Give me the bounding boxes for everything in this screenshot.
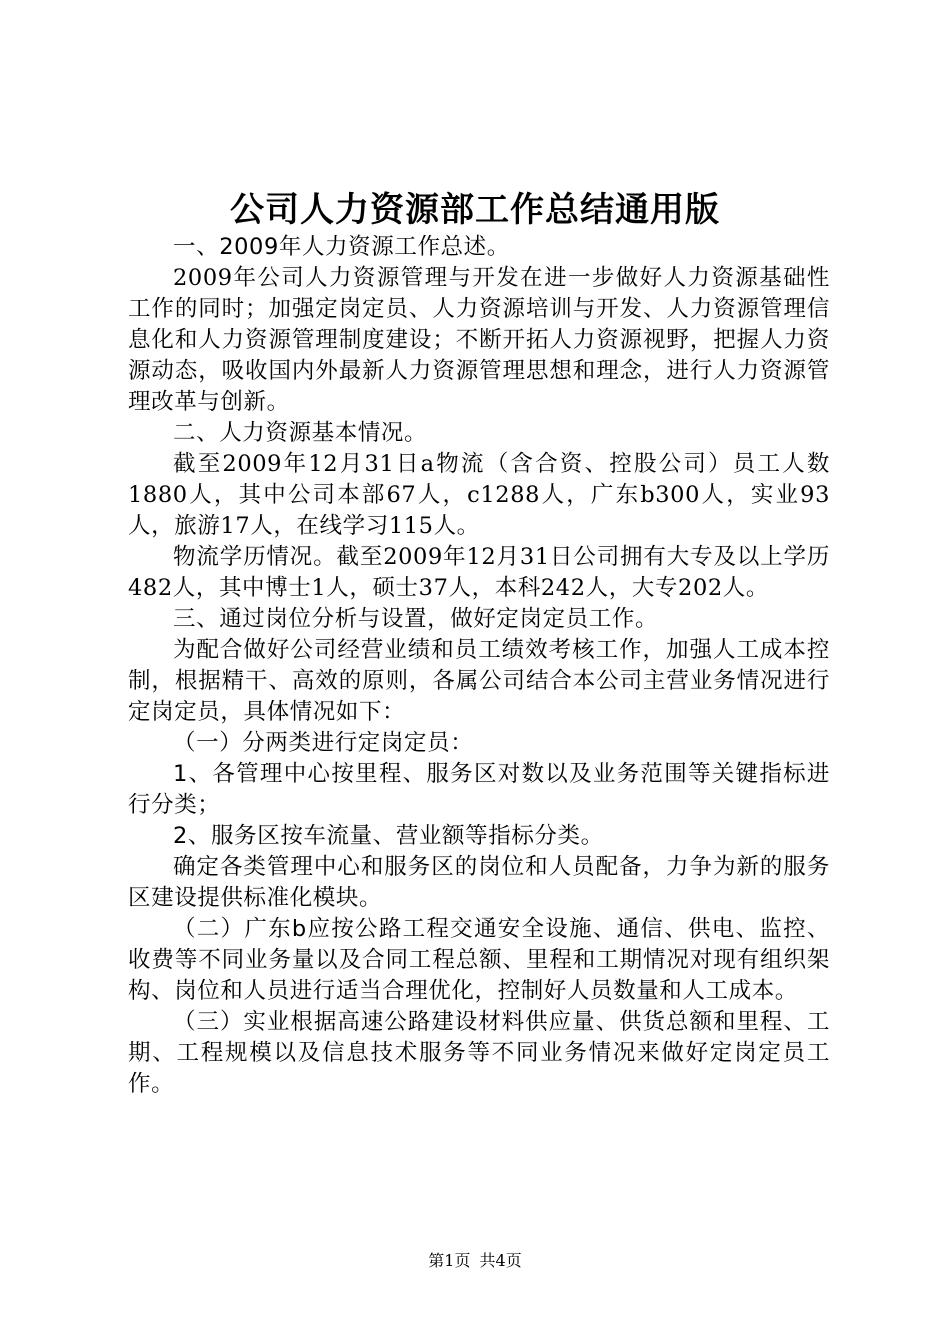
- paragraph-standardization: 确定各类管理中心和服务区的岗位和人员配备，力争为新的服务区建设提供标准化模块。: [128, 854, 830, 911]
- page-footer: [0, 1250, 950, 1272]
- subheading-classification: （一）分两类进行定岗定员：: [173, 730, 474, 756]
- paragraph-education: 物流学历情况。截至2009年12月31日公司拥有大专及以上学历482人，其中博士1人，硕士37人，本科242人，大专202人。: [128, 544, 830, 601]
- subheading-industry: （三）实业根据高速公路建设材料供应量、供货总额和里程、工期、工程规模以及信息技术服务等不同业务情况来做好定岗定员工作。: [128, 1009, 830, 1097]
- paragraph-overview: 2009年公司人力资源管理与开发在进一步做好人力资源基础性工作的同时；加强定岗定员、人力资源培训与开发、人力资源管理信息化和人力资源管理制度建设；不断开拓人力资源视野，把握人力资源动态，吸收国内外最新人力资源管理思想和理念，进行人力资源管理改革与创新。: [128, 265, 830, 415]
- section-heading-2: 二、人力资源基本情况。: [173, 420, 428, 446]
- list-item-2: 2、服务区按车流量、营业额等指标分类。: [173, 823, 604, 849]
- section-heading-1: 一、2009年人力资源工作总述。: [173, 234, 510, 260]
- total-pages: 共4页: [479, 1251, 522, 1270]
- document-body: [128, 232, 830, 1100]
- paragraph-staffing-intro: 为配合做好公司经营业绩和员工绩效考核工作，加强人工成本控制，根据精干、高效的原则，各属公司结合本公司主营业务情况进行定岗定员，具体情况如下：: [128, 637, 830, 725]
- paragraph-headcount: 截至2009年12月31日a物流（含合资、控股公司）员工人数1880人，其中公司本部67人，c1288人，广东b300人，实业93人，旅游17人，在线学习115人。: [128, 451, 830, 539]
- list-item-1: 1、各管理中心按里程、服务区对数以及业务范围等关键指标进行分类；: [128, 761, 830, 818]
- section-heading-3: 三、通过岗位分析与设置，做好定岗定员工作。: [173, 606, 659, 632]
- subheading-guangdong: （二）广东b应按公路工程交通安全设施、通信、供电、监控、收费等不同业务量以及合同工程总额、里程和工期情况对现有组织架构、岗位和人员进行适当合理优化，控制好人员数量和人工成本。: [128, 916, 830, 1004]
- page-number: 第1页: [428, 1251, 471, 1270]
- document-title: 公司人力资源部工作总结通用版: [230, 190, 720, 230]
